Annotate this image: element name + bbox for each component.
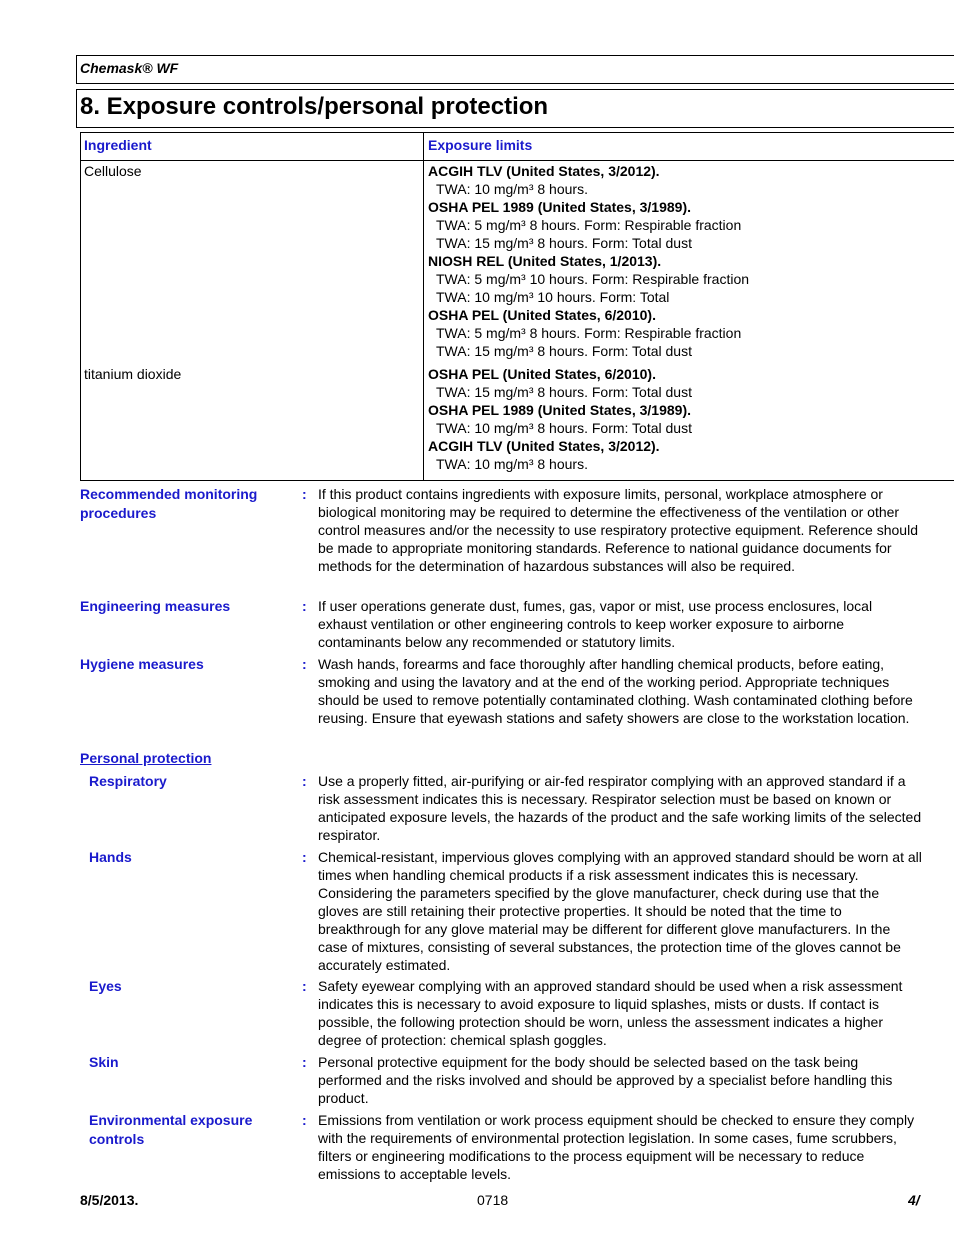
respiratory-text: Use a properly fitted, air-purifying or air-fed respirator complying with an approved standard if a risk assessment indicates this is necessary. Respirator selection must be based on known or anticipated exposure levels, the hazards of the product and the safe working limits of the selected respirator. bbox=[318, 773, 922, 843]
monitoring-label-line: Recommended monitoring bbox=[80, 486, 258, 502]
field-colon: : bbox=[302, 598, 307, 614]
hygiene-text: Wash hands, forearms and face thoroughly after handling chemical products, before eating, smoking and using the lavatory and at the end of the working period. Appropriate techniques should be used to remove potentially contaminated clothing. Wash contaminated clothing before reusing. Ensure that eyewash stations and safety showers are close to the workstation location. bbox=[318, 656, 913, 726]
field-colon: : bbox=[302, 1054, 307, 1070]
exposure-limit-value: TWA: 15 mg/m³ 8 hours. Form: Total dust bbox=[436, 235, 692, 251]
header-box bbox=[76, 55, 954, 84]
footer-code: 0718 bbox=[477, 1192, 509, 1208]
environmental-text: Emissions from ventilation or work process equipment should be checked to ensure they comply with the requirements of environmental protection legislation. In some cases, fume scrubbers, filters or engineering modifications to the process equipment will be necessary to reduce emissions to acceptable levels. bbox=[318, 1112, 915, 1182]
eyes-label: Eyes bbox=[89, 978, 122, 994]
respiratory-label: Respiratory bbox=[89, 773, 167, 789]
table-header-ingredient: Ingredient bbox=[84, 137, 152, 153]
monitoring-label bbox=[80, 485, 257, 523]
hands-text: Chemical-resistant, impervious gloves complying with an approved standard should be worn at all times when handling chemical products if a risk assessment indicates this is necessary. Considering the parameters specified by the glove manufacturer, check during use that the gloves are still retaining their protective properties. It should be noted that the time to breakthrough for any glove material may be different for different glove manufacturers. In the case of mixtures, consisting of several substances, the protection time of the gloves cannot be accurately estimated. bbox=[318, 849, 922, 973]
eyes-text: Safety eyewear complying with an approved standard should be used when a risk assessment indicates this is necessary to avoid exposure to liquid splashes, mists or dusts. If contact is possible, the following protection should be worn, unless the assessment indicates a higher degree of protection: chemical splash goggles. bbox=[318, 978, 903, 1048]
skin-text: Personal protective equipment for the body should be selected based on the task being performed and the risks involved and should be approved by a specialist before handling this product. bbox=[318, 1054, 893, 1106]
exposure-limit-value: TWA: 5 mg/m³ 10 hours. Form: Respirable fraction bbox=[436, 271, 750, 287]
environmental-label-line: controls bbox=[89, 1131, 145, 1147]
field-colon: : bbox=[302, 656, 307, 672]
monitoring-label-line: procedures bbox=[80, 505, 157, 521]
exposure-limit-value: TWA: 5 mg/m³ 8 hours. Form: Respirable fraction bbox=[436, 217, 742, 233]
environmental-label-line: Environmental exposure bbox=[89, 1112, 253, 1128]
engineering-text: If user operations generate dust, fumes, gas, vapor or mist, use process enclosures, local exhaust ventilation or other engineering controls to keep worker exposure to airborne contaminants below any recommended or statutory limits. bbox=[318, 598, 873, 650]
hygiene-label: Hygiene measures bbox=[80, 656, 204, 672]
skin-label: Skin bbox=[89, 1054, 119, 1070]
exposure-limit-source: ACGIH TLV (United States, 3/2012). bbox=[428, 163, 660, 179]
exposure-limit-value: TWA: 10 mg/m³ 8 hours. Form: Total dust bbox=[436, 420, 692, 436]
footer-date: 8/5/2013. bbox=[80, 1192, 139, 1208]
field-colon: : bbox=[302, 486, 307, 502]
exposure-limit-source: OSHA PEL 1989 (United States, 3/1989). bbox=[428, 199, 691, 215]
exposure-limit-source: ACGIH TLV (United States, 3/2012). bbox=[428, 438, 660, 454]
exposure-limits-list bbox=[428, 162, 928, 360]
exposure-limit-value: TWA: 15 mg/m³ 8 hours. Form: Total dust bbox=[436, 384, 692, 400]
field-colon: : bbox=[302, 773, 307, 789]
exposure-limit-source: NIOSH REL (United States, 1/2013). bbox=[428, 253, 662, 269]
engineering-label: Engineering measures bbox=[80, 598, 231, 614]
hands-label: Hands bbox=[89, 849, 132, 865]
ingredient-name: Cellulose bbox=[84, 163, 142, 179]
exposure-limit-value: TWA: 15 mg/m³ 8 hours. Form: Total dust bbox=[436, 343, 692, 359]
table-header-divider bbox=[80, 160, 954, 161]
exposure-limit-value: TWA: 10 mg/m³ 8 hours. bbox=[436, 456, 588, 472]
exposure-limit-value: TWA: 10 mg/m³ 8 hours. bbox=[436, 181, 588, 197]
ingredient-name: titanium dioxide bbox=[84, 366, 182, 382]
table-column-divider bbox=[423, 132, 424, 481]
field-colon: : bbox=[302, 978, 307, 994]
field-colon: : bbox=[302, 849, 307, 865]
environmental-label bbox=[89, 1111, 252, 1149]
exposure-limit-source: OSHA PEL (United States, 6/2010). bbox=[428, 307, 656, 323]
exposure-limit-value: TWA: 5 mg/m³ 8 hours. Form: Respirable fraction bbox=[436, 325, 742, 341]
footer-page-number: 4/ bbox=[908, 1192, 920, 1208]
exposure-limit-source: OSHA PEL 1989 (United States, 3/1989). bbox=[428, 402, 691, 418]
product-name: Chemask® WF bbox=[80, 60, 179, 76]
section-title: 8. Exposure controls/personal protection bbox=[80, 93, 549, 120]
personal-protection-label: Personal protection bbox=[80, 750, 212, 766]
exposure-limit-source: OSHA PEL (United States, 6/2010). bbox=[428, 366, 656, 382]
table-header-limits: Exposure limits bbox=[428, 137, 533, 153]
monitoring-text: If this product contains ingredients with exposure limits, personal, workplace atmosphere or biological monitoring may be required to determine the effectiveness of the ventilation or other control measures and/or the necessity to use respiratory protective equipment. Reference should be made to appropriate monitoring standards. Reference to national guidance documents for methods for the determination of hazardous substances will also be required. bbox=[318, 486, 918, 574]
exposure-limit-value: TWA: 10 mg/m³ 10 hours. Form: Total bbox=[436, 289, 670, 305]
exposure-limits-list bbox=[428, 365, 928, 473]
field-colon: : bbox=[302, 1112, 307, 1128]
